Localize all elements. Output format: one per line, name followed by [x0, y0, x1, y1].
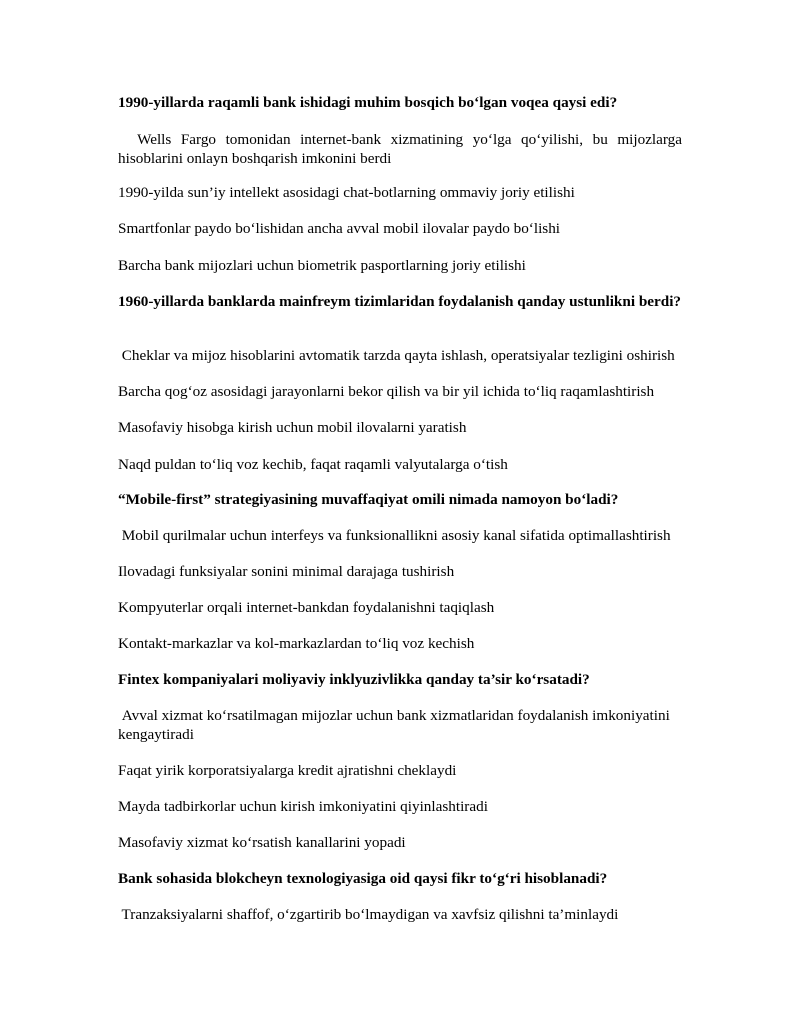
q3-option-4: Kontakt-markazlar va kol-markazlardan to‘liq voz kechish — [118, 635, 475, 652]
q4-option-4: Masofaviy xizmat ko‘rsatish kanallarini yopadi — [118, 834, 406, 851]
q2-option-2: Barcha qog‘oz asosidagi jarayonlarni bekor qilish va bir yil ichida to‘liq raqamlashtirish — [118, 383, 655, 400]
question-4: Fintex kompaniyalari moliyaviy inklyuzivlikka qanday ta’sir ko‘rsatadi? — [118, 671, 590, 688]
question-2: 1960-yillarda banklarda mainfreym tizimlaridan foydalanish qanday ustunlikni berdi? — [118, 293, 682, 310]
question-5: Bank sohasida blokcheyn texnologiyasiga oid qaysi fikr to‘g‘ri hisoblanadi? — [118, 870, 608, 887]
question-1: 1990-yillarda raqamli bank ishidagi muhim bosqich bo‘lgan voqea qaysi edi? — [118, 94, 618, 111]
q3-option-1: Mobil qurilmalar uchun interfeys va funksionallikni asosiy kanal sifatida optimallashtirish — [118, 527, 671, 544]
q2-option-4: Naqd puldan to‘liq voz kechib, faqat raqamli valyutalarga o‘tish — [118, 456, 508, 473]
q3-option-2: Ilovadagi funksiyalar sonini minimal darajaga tushirish — [118, 563, 455, 580]
q4-option-1: Avval xizmat ko‘rsatilmagan mijozlar uchun bank xizmatlaridan foydalanish imkoniyatini kengaytiradi — [118, 707, 674, 743]
q3-option-3: Kompyuterlar orqali internet-bankdan foydalanishni taqiqlash — [118, 599, 495, 616]
q1-option-4: Barcha bank mijozlari uchun biometrik pasportlarning joriy etilishi — [118, 257, 526, 274]
q2-option-3: Masofaviy hisobga kirish uchun mobil ilovalarni yaratish — [118, 419, 467, 436]
q2-option-1: Cheklar va mijoz hisoblarini avtomatik tarzda qayta ishlash, operatsiyalar tezligini oshirish — [118, 347, 675, 364]
q1-option-2: 1990-yilda sun’iy intellekt asosidagi chat-botlarning ommaviy joriy etilishi — [118, 184, 575, 201]
q4-option-2: Faqat yirik korporatsiyalarga kredit ajratishni cheklaydi — [118, 762, 457, 779]
q1-option-3: Smartfonlar paydo bo‘lishidan ancha avval mobil ilovalar paydo bo‘lishi — [118, 220, 561, 237]
q1-option-1: Wells Fargo tomonidan internet-bank xizmatining yo‘lga qo‘yilishi, bu mijozlarga hisoblarini onlayn boshqarish imkonini berdi — [118, 131, 686, 167]
q5-option-1: Tranzaksiyalarni shaffof, o‘zgartirib bo‘lmaydigan va xavfsiz qilishni ta’minlaydi — [118, 906, 619, 923]
question-3: “Mobile-first” strategiyasining muvaffaqiyat omili nimada namoyon bo‘ladi? — [118, 491, 619, 508]
q4-option-3: Mayda tadbirkorlar uchun kirish imkoniyatini qiyinlashtiradi — [118, 798, 488, 815]
